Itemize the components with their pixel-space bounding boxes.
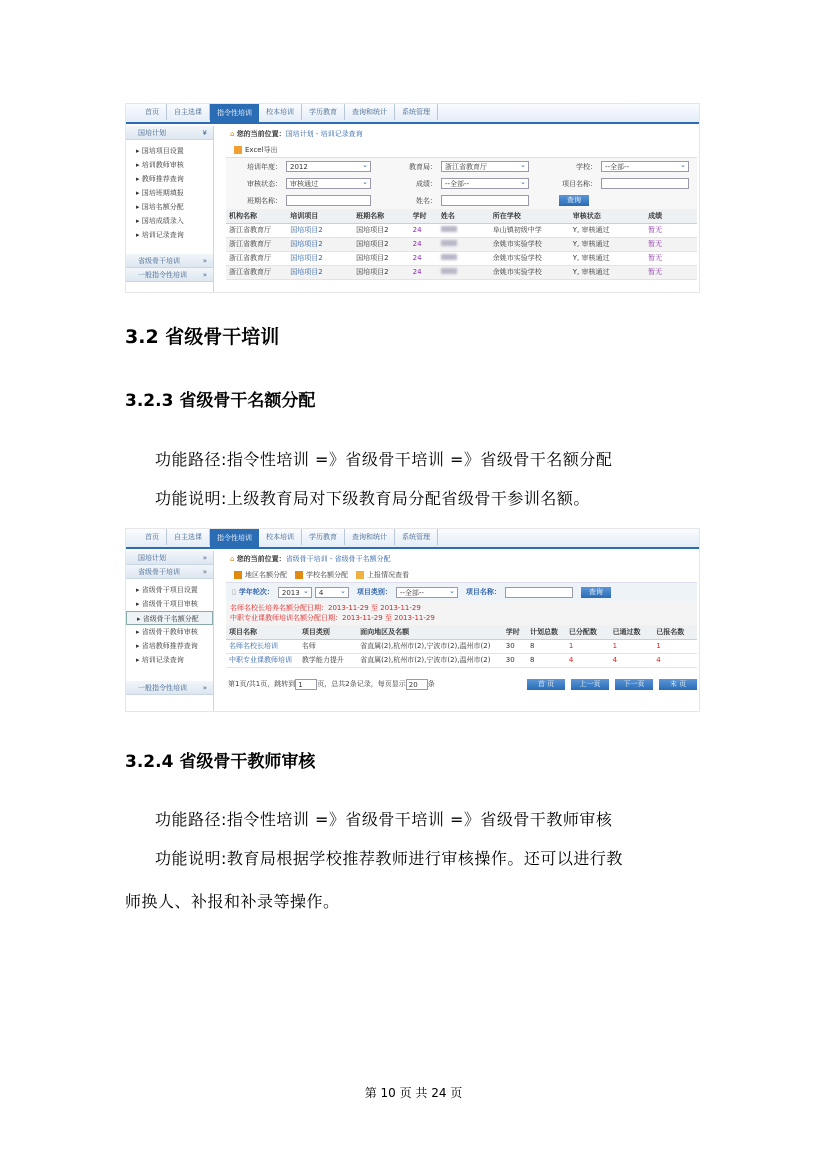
nav-tab[interactable]: 首页 bbox=[138, 104, 167, 120]
bullet-icon: ▸ bbox=[136, 217, 142, 225]
main-content: ⌂ 您的当前位置：省级骨干培训 - 省级骨干名额分配 地区名额分配 学校名额分配 上报情况查看 ▯ 学年轮次： 2013 ⌄ 4 ⌄ 项目类别： --全部-- ⌄ 项目名称： 查询 名师名校长培养名额分配日期：2013-11-29 至 2013-11-29 中职专业课教师培训名额分配日期：2013-11-29 至 2013-11-29 项目名称 项目类别 面向地区及名额 学时 计划总数 已分配数 已通过数 已报名数 名师名校长培训 名师 省直属(2),杭州市(2),宁波市(2),温州市(2) 30 8 1 1 1 中职专业课教师培训 教学能力提升 省直属(2),杭州市(2),宁波市(2),温州市(2) 30 8 4 4 4 第1页/共1页，跳转到 1 页，总共2条记录，每页显示 20 条 首 页 上一页 下一页 末 页 bbox=[226, 551, 697, 711]
wrench-icon bbox=[234, 571, 242, 579]
score-select[interactable]: --全部-- ⌄ bbox=[441, 178, 529, 189]
toolbar-button[interactable] bbox=[234, 567, 287, 583]
toolbar-button-label: 地区名额分配 bbox=[245, 570, 287, 579]
table-cell: 8 bbox=[527, 653, 566, 667]
sidebar-item-label: 省级骨干项目设置 bbox=[141, 586, 198, 594]
toolbar-button[interactable] bbox=[295, 567, 348, 583]
sidebar-item[interactable] bbox=[126, 611, 213, 625]
bullet-icon: ▸ bbox=[136, 586, 142, 594]
table-cell: 浙江省教育厅 bbox=[226, 265, 287, 279]
function-path: 功能路径:指令性培训 =》省级骨干培训 =》省级骨干教师审核 bbox=[155, 810, 613, 829]
sidebar-group-header[interactable] bbox=[126, 681, 213, 695]
expand-icon: » bbox=[202, 271, 207, 279]
table-row bbox=[226, 639, 697, 653]
sidebar-item[interactable] bbox=[126, 653, 213, 667]
bureau-select[interactable]: 浙江省教育厅 ⌄ bbox=[441, 161, 529, 172]
year-select[interactable]: 2012 ⌄ bbox=[286, 161, 371, 172]
bullet-icon: ▸ bbox=[136, 231, 142, 239]
column-header: 成绩 bbox=[645, 209, 697, 223]
sidebar-item-label: 省级骨干教师审核 bbox=[141, 628, 198, 636]
label: 一般指令性培训 bbox=[138, 271, 187, 279]
table-cell[interactable]: 国培项目2 bbox=[287, 251, 353, 265]
year-select[interactable]: 2013 ⌄ bbox=[278, 587, 312, 598]
table-cell: Y, 审核通过 bbox=[570, 223, 645, 237]
column-header: 姓名 bbox=[438, 209, 490, 223]
status-select[interactable]: 审核通过 ⌄ bbox=[286, 178, 371, 189]
collapse-icon: ¥ bbox=[202, 129, 207, 137]
nav-tab[interactable]: 自主选课 bbox=[167, 104, 210, 120]
table-cell: Y, 审核通过 bbox=[570, 237, 645, 251]
table-cell: 阜山镇初级中学 bbox=[490, 223, 570, 237]
table-cell[interactable]: 暂无 bbox=[645, 265, 697, 279]
redacted-name bbox=[441, 226, 457, 232]
table-cell: 教学能力提升 bbox=[299, 653, 357, 667]
sidebar-group-header[interactable]: 国培计划 ¥ bbox=[126, 126, 213, 140]
wrench-icon bbox=[295, 571, 303, 579]
heading-3-2: 3.2 省级骨干培训 bbox=[125, 326, 280, 348]
bullet-icon: ▸ bbox=[136, 628, 142, 636]
table-cell: Y, 审核通过 bbox=[570, 251, 645, 265]
pagination-button[interactable]: 上一页 bbox=[571, 679, 609, 690]
excel-icon bbox=[234, 146, 242, 154]
label: 国培计划 bbox=[138, 554, 166, 562]
toolbar-button-label: 学校名额分配 bbox=[306, 570, 348, 579]
excel-export-button[interactable]: Excel导出 bbox=[234, 142, 278, 158]
table-cell: 24 bbox=[410, 223, 438, 237]
pagination-button[interactable]: 末 页 bbox=[659, 679, 697, 690]
function-description: 功能说明:上级教育局对下级教育局分配省级骨干参训名额。 bbox=[155, 489, 590, 508]
toolbar-button-label: 上报情况查看 bbox=[367, 570, 409, 579]
heading-3-2-4: 3.2.4 省级骨干教师审核 bbox=[125, 752, 316, 772]
table-cell[interactable]: 暂无 bbox=[645, 223, 697, 237]
table-cell: 24 bbox=[410, 251, 438, 265]
label: 省级骨干培训 bbox=[138, 257, 180, 265]
nav-tab[interactable]: 查询和统计 bbox=[345, 104, 395, 120]
bullet-icon: ▸ bbox=[136, 203, 142, 211]
table-cell bbox=[438, 265, 490, 279]
table-cell bbox=[438, 223, 490, 237]
sidebar-item[interactable] bbox=[126, 144, 213, 158]
redacted-name bbox=[441, 254, 457, 260]
search-button[interactable]: 查询 bbox=[559, 195, 589, 206]
table-cell: 1 bbox=[653, 639, 697, 653]
expand-icon: » bbox=[202, 684, 207, 692]
column-header: 计划总数 bbox=[527, 625, 566, 639]
name-input[interactable] bbox=[441, 195, 529, 206]
sidebar bbox=[126, 126, 214, 292]
table-cell: 24 bbox=[410, 237, 438, 251]
redacted-name bbox=[441, 240, 457, 246]
round-select[interactable]: 4 ⌄ bbox=[315, 587, 349, 598]
quota-table bbox=[226, 625, 697, 668]
table-row bbox=[226, 251, 697, 265]
column-header: 机构名称 bbox=[226, 209, 287, 223]
sidebar-item-label: 国培名额分配 bbox=[141, 203, 184, 211]
table-cell[interactable]: 名师名校长培训 bbox=[226, 639, 299, 653]
toolbar bbox=[226, 142, 697, 158]
school-select[interactable]: --全部-- ⌄ bbox=[601, 161, 689, 172]
sidebar-item[interactable] bbox=[126, 639, 213, 653]
sidebar-item-label: 国培班期填报 bbox=[141, 189, 184, 197]
sidebar-item[interactable] bbox=[126, 200, 213, 214]
column-header: 已分配数 bbox=[566, 625, 610, 639]
column-header: 学时 bbox=[503, 625, 527, 639]
top-nav bbox=[126, 104, 699, 124]
sidebar-item-label: 培训记录查询 bbox=[141, 656, 184, 664]
nav-tab[interactable]: 系统管理 bbox=[395, 529, 438, 545]
sidebar-item-label: 省培教师推荐查询 bbox=[141, 642, 198, 650]
sidebar-item[interactable] bbox=[126, 597, 213, 611]
table-row bbox=[226, 223, 697, 237]
column-header: 班期名称 bbox=[353, 209, 410, 223]
bullet-icon: ▸ bbox=[136, 147, 142, 155]
bullet-icon: ▸ bbox=[136, 175, 142, 183]
breadcrumb: ⌂ 您的当前位置：国培计划 - 培训记录查询 bbox=[230, 130, 363, 138]
table-cell: 余姚市实验学校 bbox=[490, 251, 570, 265]
label: 省级骨干培训 bbox=[138, 568, 180, 576]
table-cell: 余姚市实验学校 bbox=[490, 237, 570, 251]
class-name-input[interactable] bbox=[286, 195, 371, 206]
table-cell: 24 bbox=[410, 265, 438, 279]
sidebar-item[interactable] bbox=[126, 625, 213, 639]
sidebar-item-label: 省级骨干名额分配 bbox=[142, 615, 199, 623]
toolbar-button[interactable] bbox=[356, 567, 409, 583]
column-header: 培训项目 bbox=[287, 209, 353, 223]
nav-tab[interactable]: 查询和统计 bbox=[345, 529, 395, 545]
table-cell: 30 bbox=[503, 653, 527, 667]
bullet-icon: ▸ bbox=[136, 656, 142, 664]
redacted-name bbox=[441, 268, 457, 274]
table-cell: 名师 bbox=[299, 639, 357, 653]
column-header: 审核状态 bbox=[570, 209, 645, 223]
table-cell: Y, 审核通过 bbox=[570, 265, 645, 279]
pagination-button[interactable]: 下一页 bbox=[615, 679, 653, 690]
sidebar-item[interactable] bbox=[126, 186, 213, 200]
table-cell[interactable]: 中职专业课教师培训 bbox=[226, 653, 299, 667]
table-cell bbox=[438, 237, 490, 251]
search-button[interactable]: 查询 bbox=[581, 587, 611, 598]
nav-tab[interactable]: 自主选课 bbox=[167, 529, 210, 545]
bullet-icon: ▸ bbox=[136, 189, 142, 197]
sidebar-item-label: 国培成绩录入 bbox=[141, 217, 184, 225]
table-cell[interactable]: 国培项目2 bbox=[287, 223, 353, 237]
nav-tab[interactable]: 学历教育 bbox=[302, 104, 345, 120]
table-cell[interactable]: 暂无 bbox=[645, 237, 697, 251]
toolbar bbox=[226, 567, 697, 583]
expand-icon: » bbox=[202, 554, 207, 562]
table-cell: 4 bbox=[653, 653, 697, 667]
table-cell: 浙江省教育厅 bbox=[226, 251, 287, 265]
column-header: 面向地区及名额 bbox=[357, 625, 503, 639]
label: 一般指令性培训 bbox=[138, 684, 187, 692]
column-header: 项目名称 bbox=[226, 625, 299, 639]
table-cell: 浙江省教育厅 bbox=[226, 237, 287, 251]
bullet-icon: ▸ bbox=[136, 600, 142, 608]
sidebar-item[interactable] bbox=[126, 228, 213, 242]
top-nav bbox=[126, 529, 699, 549]
document-icon: ▯ bbox=[232, 588, 236, 596]
home-icon: ⌂ bbox=[230, 555, 235, 563]
table-cell: 国培项目2 bbox=[353, 223, 410, 237]
expand-icon: » bbox=[202, 257, 207, 265]
function-path: 功能路径:指令性培训 =》省级骨干培训 =》省级骨干名额分配 bbox=[155, 450, 613, 469]
nav-tab[interactable]: 指令性培训 bbox=[210, 104, 259, 122]
sidebar-item-label: 培训教师审核 bbox=[141, 161, 184, 169]
table-row bbox=[226, 265, 697, 279]
bullet-icon: ▸ bbox=[136, 161, 142, 169]
sidebar-item[interactable] bbox=[126, 583, 213, 597]
table-cell: 浙江省教育厅 bbox=[226, 223, 287, 237]
main-content: ⌂ 您的当前位置：国培计划 - 培训记录查询 Excel导出 培训年度： 2012 ⌄ 教育局： 浙江省教育厅 ⌄ 学校： --全部-- ⌄ 审核状态： 审核通过 ⌄ 成绩： --全部-- ⌄ 项目名称： 班期名称： 姓名： 查询 机构名称 培训项目 班期名称 学时 姓名 所在学校 审核状态 成绩 浙江省教育厅 国培项目2 国培项目2 24 阜山镇初级中学 Y, 审核通过 暂无 浙江省教育厅 国培项目2 国培项目2 24 余姚市实验学校 Y, 审核通过 暂无 浙江省教育厅 国培项目2 国培项目2 24 余姚市实验学校 Y, 审核通过 暂无 浙江省教育厅 国培项目2 国培项目2 24 余姚市实验学校 Y, 审核通过 暂无 bbox=[226, 126, 697, 292]
sidebar-item-label: 国培项目设置 bbox=[141, 147, 184, 155]
expand-icon: » bbox=[202, 568, 207, 576]
sidebar bbox=[126, 551, 214, 711]
sidebar-group-header[interactable] bbox=[126, 254, 213, 268]
table-cell: 1 bbox=[610, 639, 654, 653]
table-cell: 30 bbox=[503, 639, 527, 653]
page-footer: 第 10 页 共 24 页 bbox=[364, 1086, 463, 1100]
sidebar-item-label: 培训记录查询 bbox=[141, 231, 184, 239]
table-row bbox=[226, 237, 697, 251]
sidebar-item-label: 省级骨干项目审核 bbox=[141, 600, 198, 608]
project-name-input[interactable] bbox=[505, 587, 573, 598]
nav-tab[interactable]: 系统管理 bbox=[395, 104, 438, 120]
project-type-select[interactable]: --全部-- ⌄ bbox=[396, 587, 458, 598]
pagination: 第1页/共1页，跳转到 1 页，总共2条记录，每页显示 20 条 首 页 上一页 下一页 末 页 bbox=[226, 676, 697, 693]
sidebar-item[interactable] bbox=[126, 172, 213, 186]
table-cell[interactable]: 国培项目2 bbox=[287, 237, 353, 251]
breadcrumb: ⌂ 您的当前位置：省级骨干培训 - 省级骨干名额分配 bbox=[230, 555, 391, 563]
record-table bbox=[226, 209, 697, 280]
table-row bbox=[226, 653, 697, 667]
column-header: 已报名数 bbox=[653, 625, 697, 639]
function-description-cont: 师换人、补报和补录等操作。 bbox=[125, 892, 340, 911]
column-header: 学时 bbox=[410, 209, 438, 223]
column-header: 所在学校 bbox=[490, 209, 570, 223]
column-header: 已通过数 bbox=[610, 625, 654, 639]
table-cell[interactable]: 国培项目2 bbox=[287, 265, 353, 279]
page-size-input[interactable]: 20 bbox=[406, 679, 428, 690]
sidebar-item-label: 教师推荐查询 bbox=[141, 175, 184, 183]
table-cell: 4 bbox=[610, 653, 654, 667]
nav-tab[interactable]: 校本培训 bbox=[259, 529, 302, 545]
column-header: 项目类别 bbox=[299, 625, 357, 639]
heading-3-2-3: 3.2.3 省级骨干名额分配 bbox=[125, 391, 316, 411]
table-cell: 国培项目2 bbox=[353, 251, 410, 265]
sidebar-group-header[interactable] bbox=[126, 268, 213, 282]
table-cell: 8 bbox=[527, 639, 566, 653]
sidebar-item[interactable] bbox=[126, 214, 213, 228]
nav-tab[interactable]: 指令性培训 bbox=[210, 529, 259, 547]
screenshot-training-record-query bbox=[125, 103, 700, 293]
table-cell: 省直属(2),杭州市(2),宁波市(2),温州市(2) bbox=[357, 653, 503, 667]
table-cell bbox=[438, 251, 490, 265]
nav-tab[interactable]: 校本培训 bbox=[259, 104, 302, 120]
pagination-button[interactable]: 首 页 bbox=[527, 679, 565, 690]
table-cell: 国培项目2 bbox=[353, 265, 410, 279]
bullet-icon: ▸ bbox=[137, 615, 143, 623]
sidebar-item[interactable] bbox=[126, 158, 213, 172]
screenshot-quota-allocation bbox=[125, 528, 700, 712]
table-cell: 4 bbox=[566, 653, 610, 667]
report-icon bbox=[356, 571, 364, 579]
function-description: 功能说明:教育局根据学校推荐教师进行审核操作。还可以进行教 bbox=[155, 849, 623, 868]
nav-tab[interactable]: 学历教育 bbox=[302, 529, 345, 545]
table-cell: 余姚市实验学校 bbox=[490, 265, 570, 279]
table-cell: 国培项目2 bbox=[353, 237, 410, 251]
table-cell: 省直属(2),杭州市(2),宁波市(2),温州市(2) bbox=[357, 639, 503, 653]
sidebar-group-header[interactable] bbox=[126, 551, 213, 565]
page-jump-input[interactable]: 1 bbox=[295, 679, 317, 690]
table-cell[interactable]: 暂无 bbox=[645, 251, 697, 265]
project-name-input[interactable] bbox=[601, 178, 689, 189]
allocation-date-notice: 名师名校长培养名额分配日期：2013-11-29 至 2013-11-29 中职专业课教师培训名额分配日期：2013-11-29 至 2013-11-29 bbox=[226, 601, 697, 625]
bullet-icon: ▸ bbox=[136, 642, 142, 650]
sidebar-group-header[interactable] bbox=[126, 565, 213, 579]
home-icon: ⌂ bbox=[230, 130, 235, 138]
nav-tab[interactable]: 首页 bbox=[138, 529, 167, 545]
table-cell: 1 bbox=[566, 639, 610, 653]
